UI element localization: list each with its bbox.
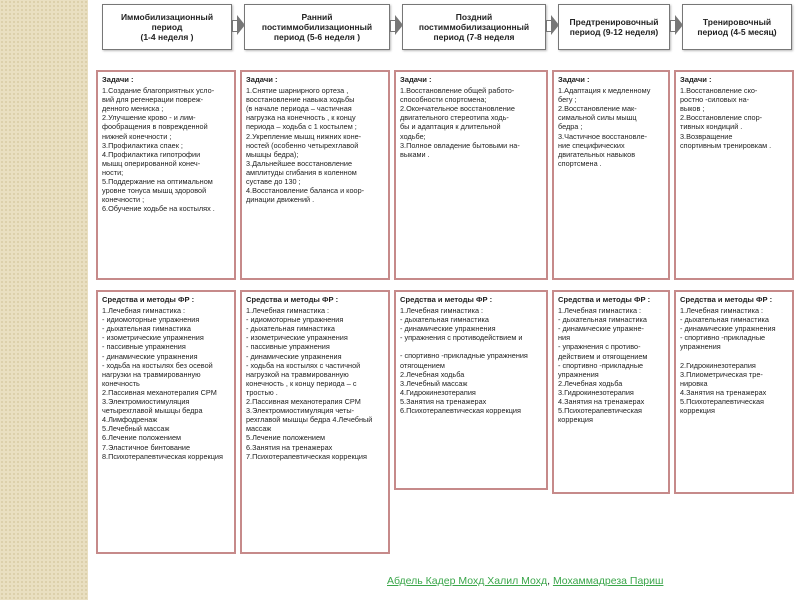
task-item: 5.Поддержание на оптимальном уровне тонуса мышц здоровой конечности ; [102, 177, 213, 205]
methods-title: Средства и методы ФР : [680, 295, 773, 304]
method-item: 2.Пассивная механотерапия CPM [246, 397, 361, 407]
tasks-box-late [394, 70, 548, 280]
tasks-box-immobilization [96, 70, 236, 280]
method-item: 4.Занятия на тренажерах [558, 397, 645, 407]
method-item: 1.Лечебная гимнастика : [400, 306, 484, 316]
methods-box-late [394, 290, 548, 490]
task-item: 3.Полное овладение бытовыми на- выками . [400, 140, 520, 159]
method-item: 5.Занятия на тренажерах [400, 396, 487, 406]
task-item: 3.Частичное восстановле- ние специфических двигательных навыков спортсмена . [558, 131, 648, 168]
method-item [680, 352, 788, 361]
method-item: 4.Лимфодренаж [102, 415, 158, 425]
method-item: 1.Лечебная гимнастика : [246, 306, 330, 316]
method-item: - спортивно -прикладные упражнения [558, 360, 644, 379]
tasks-title: Задачи : [400, 75, 432, 84]
method-item: 5.Психотерапевтическая коррекция [558, 406, 642, 425]
task-item: 1.Адаптация к медленному бегу ; [558, 86, 651, 105]
method-item: - пассивные упражнения [246, 342, 330, 352]
method-item: 3.Электромиостимуляция четырехглавой мышцы бедра [102, 397, 203, 416]
method-item: - динамические упражнения [102, 351, 198, 361]
task-item: 1.Создание благоприятных усло- вий для регенерации повреж- денного мениска ; [102, 86, 215, 114]
method-item: - изометрические упражнения [102, 333, 204, 343]
method-item: 5.Лечение положением [246, 433, 326, 443]
method-item: - дыхательная гимнастика [400, 315, 489, 325]
task-item: 2.Улучшение крово - и лим- фообращения в поврежденной нижней конечности ; [102, 113, 208, 141]
methods-title: Средства и методы ФР : [558, 295, 651, 304]
method-item: - дыхательная гимнастика [558, 315, 647, 325]
method-item: - дыхательная гимнастика [680, 315, 769, 325]
task-item: 2.Укрепление мышц нижних коне- ностей (особенно четырехглавой мышцы бедра); [246, 131, 362, 159]
method-item: - упражнения с противо- действием и отягощением [558, 342, 648, 361]
task-item: 4.Восстановление баланса и коор- динации движений . [246, 186, 365, 205]
phase-late-post-immobilization: Поздний постиммобилизационный период (7-8 неделя [402, 4, 546, 50]
method-item: 4.Гидрокинезотерапия [400, 387, 476, 397]
method-item: 7.Психотерапевтическая коррекция [246, 451, 367, 461]
task-item: 6.Обучение ходьбе на костылях . [102, 204, 215, 214]
method-item: - спортивно -прикладные упражнения отягощением [400, 351, 528, 370]
method-item: 1.Лечебная гимнастика : [680, 306, 764, 316]
method-item: 1.Лечебная гимнастика : [102, 306, 186, 316]
tasks-title: Задачи : [246, 75, 278, 84]
phase-immobilization: Иммобилизационный период (1-4 неделя ) [102, 4, 232, 50]
method-item: - идиомоторные упражнения [246, 315, 344, 325]
method-item: - динамические упражнения [680, 324, 776, 334]
method-item: 2.Пассивная механотерапия CPM [102, 387, 217, 397]
method-item: 6.Лечение положением [102, 433, 182, 443]
method-item: 3.Лечебный массаж [400, 378, 468, 388]
arrow-right-icon [232, 14, 242, 36]
method-item: 3.Гидрокинезотерапия [558, 387, 634, 397]
methods-box-early [240, 290, 390, 554]
task-item: 1.Восстановление ско- ростно -силовых на- выков ; [680, 86, 758, 114]
method-item: 8.Психотерапевтическая коррекция [102, 451, 223, 461]
tasks-box-pre-training [552, 70, 670, 280]
method-item: - дыхательная гимнастика [102, 324, 191, 334]
decorative-side-band [0, 0, 88, 600]
method-item [400, 342, 542, 351]
methods-box-immobilization [96, 290, 236, 554]
tasks-title: Задачи : [680, 75, 712, 84]
tasks-title: Задачи : [558, 75, 590, 84]
methods-box-training [674, 290, 794, 494]
method-item: 2.Гидрокинезотерапия [680, 360, 756, 370]
method-item: 4.Занятия на тренажерах [680, 387, 767, 397]
method-item: 3.Плиометрическая тре- нировка [680, 369, 763, 388]
method-item: 1.Лечебная гимнастика : [558, 306, 642, 316]
task-item: 3.Дальнейшее восстановление амплитуды сгибания в коленном суставе до 130 ; [246, 158, 357, 187]
arrow-right-icon [670, 14, 680, 36]
task-item: 4.Профилактика гипотрофии мышц оперированной конеч- ности; [102, 149, 201, 177]
author-link-1[interactable]: Абдель Кадер Мохд Халил Мохд [387, 575, 548, 587]
method-item: - ходьба на костылях с частичной нагрузкой на травмированную конечность , к концу периода – с тростью . [246, 360, 361, 397]
task-item: 3.Возвращение спортивным тренировкам . [680, 131, 772, 150]
tasks-box-training [674, 70, 794, 280]
methods-box-pre-training [552, 290, 670, 494]
method-item: 5.Лечебный массаж [102, 424, 170, 434]
task-item: 2.Окончательное восстановление двигательного стереотипа ходь- бы и адаптация к длительной ходьбе; [400, 104, 515, 141]
arrow-right-icon [546, 14, 556, 36]
method-item: 6.Занятия на тренажерах [246, 442, 333, 452]
method-item: 7.Эластичное бинтование [102, 442, 191, 452]
method-item: 3.Электромиостимуляция четы- рехглавой мышцы бедра 4.Лечебный массаж [246, 406, 373, 434]
author-link-2[interactable]: Мохаммадреза Париш [552, 575, 664, 587]
method-item: - упражнения с противодействием и [400, 333, 523, 343]
methods-title: Средства и методы ФР : [102, 295, 195, 304]
method-item: 2.Лечебная ходьба [558, 378, 623, 388]
tasks-title: Задачи : [102, 75, 134, 84]
method-item: - динамические упражнения [246, 351, 342, 361]
method-item: - ходьба на костылях без осевой нагрузки на травмированную конечность [102, 360, 213, 388]
method-item: - динамические упражнения [400, 324, 496, 334]
method-item: - динамические упражне- ния [558, 324, 644, 343]
task-item: 2.Восстановление мак- симальной силы мышц бедра ; [558, 104, 637, 132]
method-item: - спортивно -прикладные упражнения [680, 333, 766, 352]
task-item: 2.Восстановление спор- тивных кондиций . [680, 113, 763, 132]
caption-separator: , [547, 575, 551, 587]
phase-pre-training: Предтренировочный период (9-12 неделя) [558, 4, 670, 50]
method-item: - пассивные упражнения [102, 342, 186, 352]
method-item: - изометрические упражнения [246, 333, 348, 343]
method-item: - идиомоторные упражнения [102, 315, 200, 325]
rehab-phase-table [92, 0, 800, 570]
method-item: 5.Психотерапевтическая коррекция [680, 396, 764, 416]
task-item: 1.Восстановление общей работо- способности спортсмена; [400, 86, 515, 105]
task-item: 1.Снятие шарнирного ортеза , восстановление навыка ходьбы (в начале периода – частичная нагрузка на конечность , к концу периода – ходьба с 1 костылем ; [246, 86, 357, 132]
method-item: 6.Психотерапевтическая коррекция [400, 406, 521, 416]
phase-early-post-immobilization: Ранний постиммобилизационный период (5-6 неделя ) [244, 4, 390, 50]
methods-title: Средства и методы ФР : [246, 295, 339, 304]
methods-title: Средства и методы ФР : [400, 295, 493, 304]
method-item: 2.Лечебная ходьба [400, 369, 465, 379]
tasks-box-early [240, 70, 390, 280]
task-item: 3.Профилактика спаек ; [102, 140, 183, 150]
source-caption [387, 575, 663, 587]
phase-training: Тренировочный период (4-5 месяц) [682, 4, 792, 50]
method-item: - дыхательная гимнастика [246, 324, 335, 334]
arrow-right-icon [390, 14, 400, 36]
